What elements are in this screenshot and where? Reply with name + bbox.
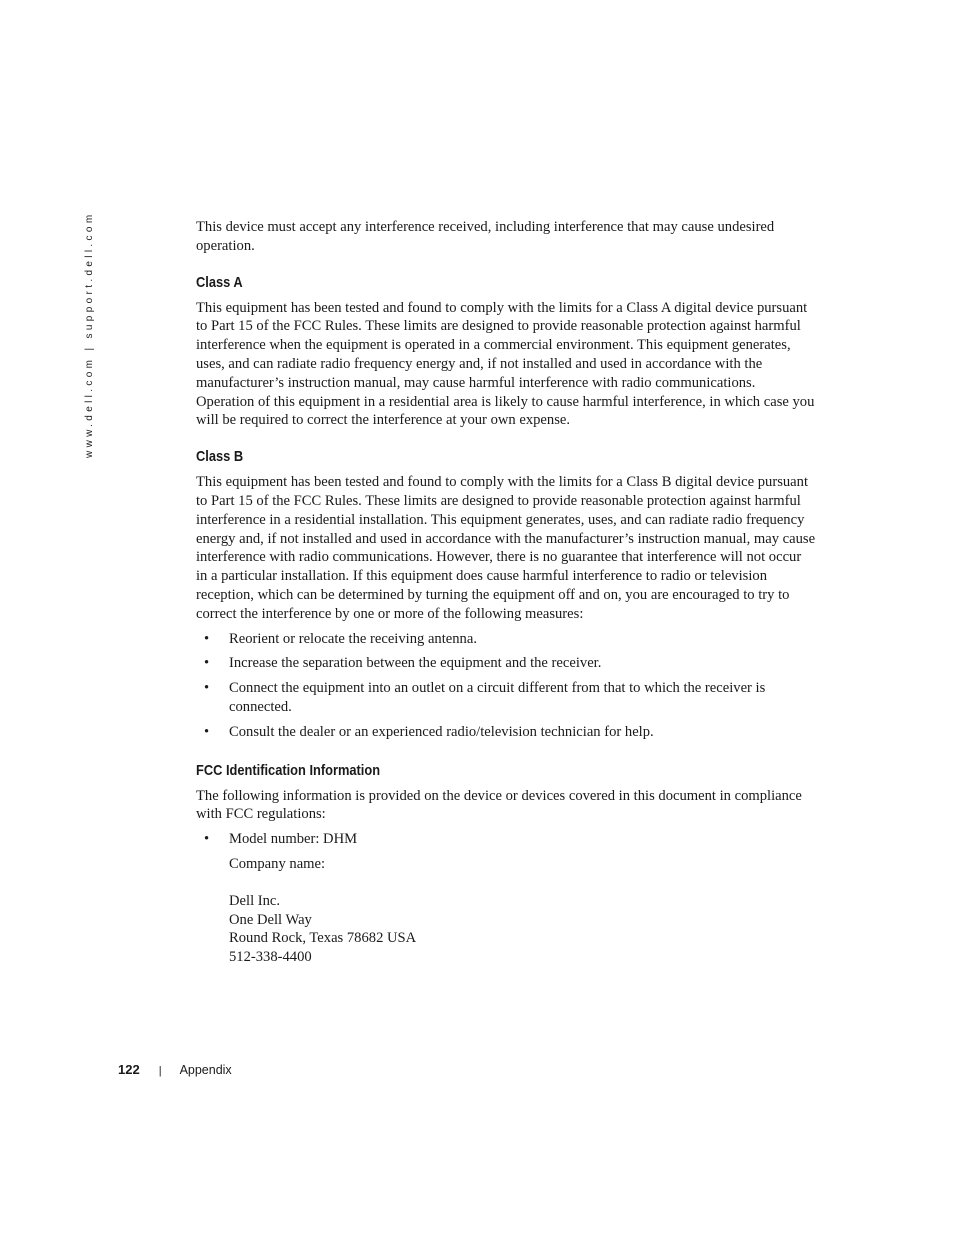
fcc-id-list — [196, 830, 816, 967]
bullet-icon: • — [204, 630, 210, 647]
fcc-id-heading: FCC Identification Information — [196, 762, 381, 779]
list-item-text: Increase the separation between the equipment and the receiver. — [229, 655, 602, 672]
fcc-id-paragraph: The following information is provided on the device or devices covered in this document in compliance with FCC regulations: — [196, 787, 802, 823]
list-item-text: Connect the equipment into an outlet on a circuit different from that to which the receiver is connected. — [229, 680, 766, 715]
bullet-icon: • — [204, 723, 210, 740]
class-b-paragraph: This equipment has been tested and found to comply with the limits for a Class B digital device pursuant to Part 15 of the FCC Rules. These limits are designed to provide reasonable protection against harmful interference in a residential installation. This equipment generates, uses, and can radiate radio frequency energy and, if not installed and used in accordance with the manufacturer’s instruction manual, may cause interference with radio communications. However, there is no guarantee that interference will not occur in a particular installation. If this equipment does cause harmful interference to radio or television reception, which can be determined by turning the equipment off and on, you are encouraged to try to correct the interference by one or more of the following measures: — [196, 474, 816, 622]
list-item — [196, 654, 816, 673]
measures-list — [196, 630, 816, 742]
footer-separator: | — [158, 1065, 162, 1077]
bullet-icon: • — [204, 831, 210, 848]
company-label: Company name: — [229, 855, 326, 872]
address-line: One Dell Way — [229, 911, 312, 928]
main-content — [196, 218, 816, 967]
company-address — [229, 892, 816, 967]
address-line: Dell Inc. — [229, 892, 281, 909]
page-footer — [118, 1062, 232, 1077]
address-line: 512-338-4400 — [229, 949, 312, 966]
class-a-heading: Class A — [196, 274, 243, 291]
bullet-icon: • — [204, 680, 210, 697]
list-item-text: Consult the dealer or an experienced radio/television technician for help. — [229, 723, 654, 740]
model-number: Model number: DHM — [229, 831, 358, 848]
bullet-icon: • — [204, 655, 210, 672]
sidebar-url: www.dell.com | support.dell.com — [84, 211, 95, 458]
class-a-paragraph: This equipment has been tested and found to comply with the limits for a Class A digital device pursuant to Part 15 of the FCC Rules. These limits are designed to provide reasonable protection against harmful interference when the equipment is operated in a commercial environment. This equipment generates, uses, and can radiate radio frequency energy and, if not installed and used in accordance with the manufacturer’s instruction manual, may cause harmful interference with radio communications. Operation of this equipment in a residential area is likely to cause harmful interference, in which case you will be required to correct the interference at your own expense. — [196, 299, 815, 429]
intro-paragraph: This device must accept any interference received, including interference that may cause undesired operation. — [196, 219, 775, 254]
section-name: Appendix — [179, 1063, 232, 1077]
list-item — [196, 630, 816, 649]
page-number: 122 — [118, 1062, 140, 1077]
list-item — [196, 723, 816, 742]
list-item — [196, 679, 816, 717]
list-item-text: Reorient or relocate the receiving antenna. — [229, 630, 477, 647]
class-b-heading: Class B — [196, 449, 244, 466]
list-item — [196, 830, 816, 967]
address-line: Round Rock, Texas 78682 USA — [229, 930, 417, 947]
